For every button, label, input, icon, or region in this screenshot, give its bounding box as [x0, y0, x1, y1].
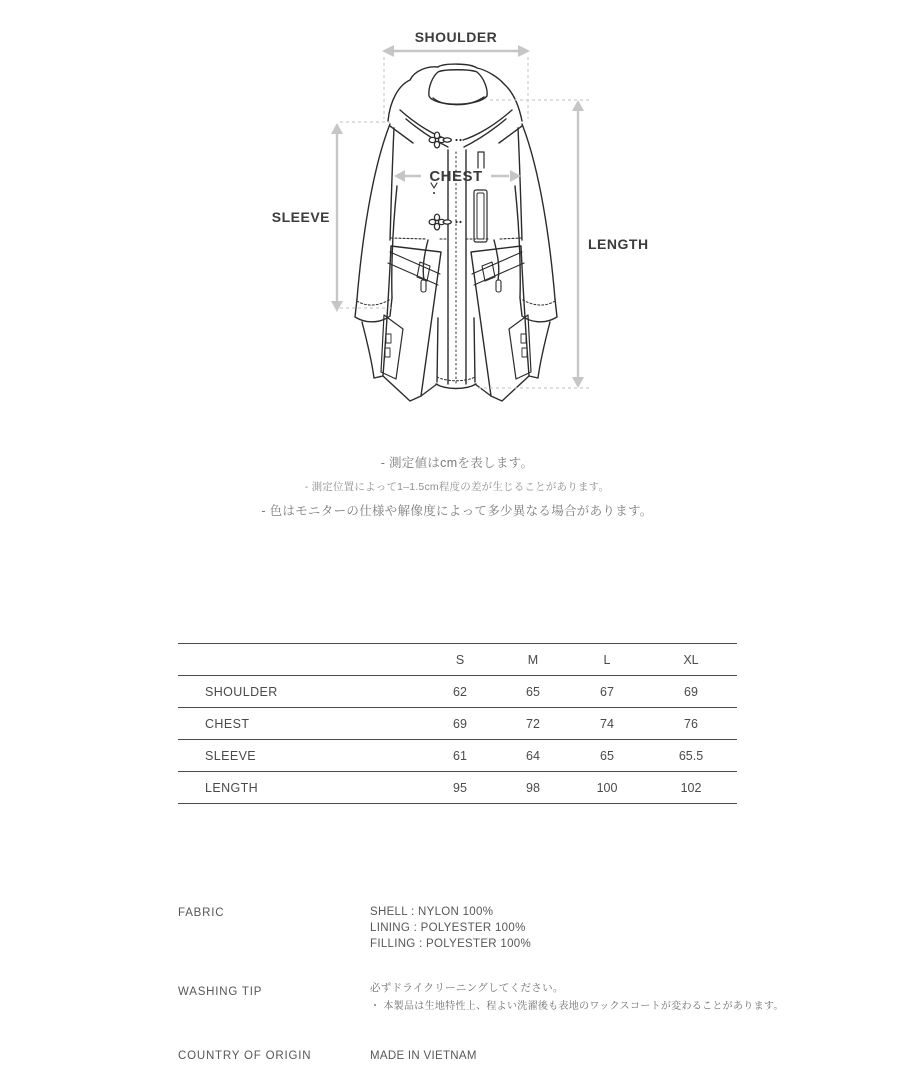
fabric-filling: FILLING : POLYESTER 100%: [370, 937, 532, 950]
length-label: LENGTH: [588, 236, 649, 252]
size-table: [178, 643, 737, 804]
cell-value: 100: [596, 780, 618, 795]
cell-value: 102: [680, 780, 702, 795]
cell-value: 98: [526, 780, 540, 795]
row-label: SLEEVE: [205, 748, 257, 763]
measure-note-2: - 測定位置によって1–1.5cm程度の差が生じることがあります。: [304, 481, 610, 493]
cell-value: 76: [684, 716, 698, 731]
cell-value: 72: [526, 716, 540, 731]
cell-value: 65: [526, 684, 540, 699]
washing-tip-line-1: 必ずドライクリーニングしてください。: [370, 982, 564, 994]
coat-line-art: [355, 64, 557, 401]
cell-value: 62: [453, 684, 467, 699]
coat-measurement-diagram: [255, 20, 675, 450]
row-label: SHOULDER: [205, 684, 278, 699]
table-row-chest: [178, 707, 737, 739]
fabric-lining: LINING : POLYESTER 100%: [370, 921, 526, 934]
measure-note-1: - 測定値はcmを表します。: [380, 456, 534, 470]
cell-value: 74: [600, 716, 614, 731]
country-of-origin-label: COUNTRY OF ORIGIN: [178, 1050, 312, 1062]
cell-value: 95: [453, 780, 467, 795]
size-table-header-row: [178, 644, 737, 675]
column-header-l: L: [603, 652, 611, 667]
sleeve-label: SLEEVE: [271, 209, 330, 225]
cell-value: 67: [600, 684, 614, 699]
cell-value: 64: [526, 748, 540, 763]
column-header-xl: XL: [683, 652, 699, 667]
column-header-m: M: [527, 652, 539, 667]
cell-value: 69: [684, 684, 698, 699]
country-of-origin-value: MADE IN VIETNAM: [370, 1050, 477, 1062]
table-row-shoulder: [178, 675, 737, 707]
measure-note-3: - 色はモニターの仕様や解像度によって多少異なる場合があります。: [261, 504, 653, 518]
table-row-sleeve: [178, 739, 737, 771]
cell-value: 65: [600, 748, 614, 763]
washing-tip-label: WASHING TIP: [178, 986, 263, 998]
washing-tip-line-2: ・ 本製品は生地特性上、程よい洗濯後も表地のワックスコートが変わることがあります。: [370, 1001, 784, 1012]
sleeve-arrow: [331, 122, 392, 312]
fabric-shell: SHELL : NYLON 100%: [370, 906, 494, 918]
table-row-length: [178, 771, 737, 803]
row-label: CHEST: [205, 716, 250, 731]
chest-label: CHEST: [429, 168, 483, 185]
shoulder-label: SHOULDER: [414, 29, 498, 45]
measure-arrows: [331, 45, 592, 388]
fabric-value: [370, 905, 531, 952]
cell-value: 65.5: [678, 748, 704, 763]
column-header-s: S: [455, 652, 465, 667]
cell-value: 61: [453, 748, 467, 763]
cell-value: 69: [453, 716, 467, 731]
fabric-label: FABRIC: [178, 907, 225, 919]
row-label: LENGTH: [205, 780, 259, 795]
shoulder-arrow: [382, 45, 530, 119]
